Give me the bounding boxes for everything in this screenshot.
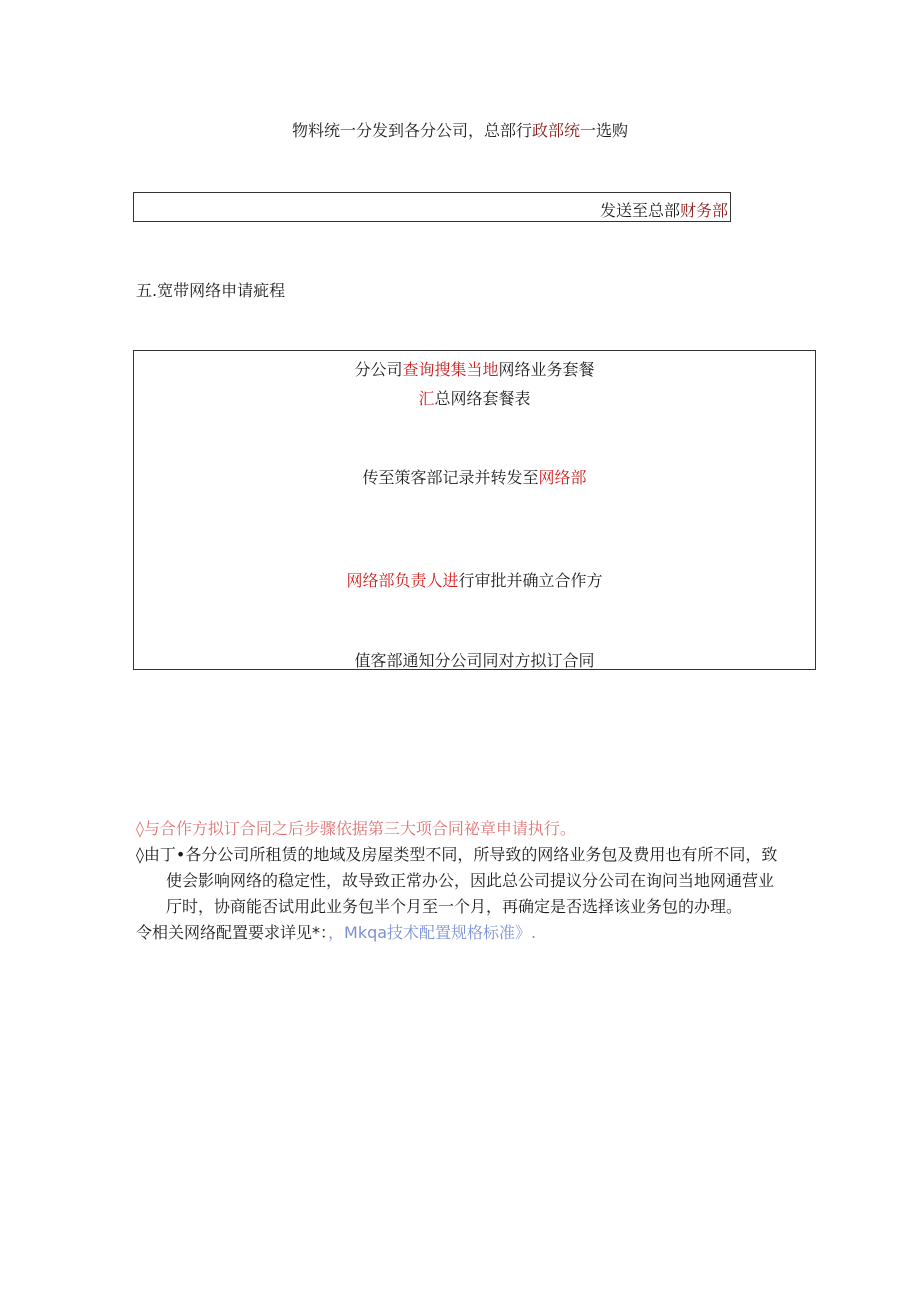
flow-step3-part1: 传至策客部记录并转发至 [362,468,539,487]
config-spec-link[interactable]: ，Mkqa技术配置规格标准》. [328,923,537,942]
note-network-trial-line2: 使会影响网络的稳定性，故导致正常办公，因此总公司提议分公司在询问当地网通营业 [166,871,775,890]
box1-part2: 财务部 [679,201,728,220]
flow-step3 [134,465,815,488]
broadband-flow-box [133,350,816,670]
top-line-part2: 政部统 [531,121,580,140]
send-to-finance-text [600,198,728,221]
flow-step2-part2: 总网络套餐表 [434,389,531,408]
top-line-part3: 一选购 [580,121,629,140]
note-contract-procedure: ◊与合作方拟订合同之后步骤依据第三大项合同祕章申请执行。 [136,819,576,838]
flow-step4 [134,568,815,591]
flow-step2-part1: 汇 [418,389,435,408]
flow-step1 [134,357,815,380]
flow-step5: 值客部通知分公司同对方拟订合同 [354,651,595,670]
flow-step4-part1: 网络部负责人进 [346,571,459,590]
send-to-finance-box [133,192,731,222]
note-network-trial-line3: 厅时，协商能否试用此业务包半个月至一个月，再确定是否选择该业务包的办理。 [166,897,743,916]
note-config-reference [136,920,826,946]
box1-part1: 发送至总部 [599,201,680,220]
note3-prefix: 令相关网络配置要求详见*： [136,923,329,942]
section5-heading: 五.宽带网络申请疵程 [136,281,286,300]
flow-step2 [134,386,815,409]
flow-step1-part1: 分公司 [354,360,403,379]
notes-section [136,816,826,946]
top-line-part1: 物料统一分发到各分公司，总部行 [291,121,532,140]
flow-step1-part3: 网络业务套餐 [498,360,595,379]
flow-step4-part2: 行审批并确立合作方 [458,571,603,590]
flow-step1-part2: 查询搜集当地 [402,360,499,379]
flow-step3-part2: 网络部 [538,468,587,487]
top-instruction-line [0,118,920,141]
note-network-trial-line1: ◊由丁•各分公司所租赁的地域及房屋类型不同，所导致的网络业务包及费用也有所不同，致 [136,845,778,864]
